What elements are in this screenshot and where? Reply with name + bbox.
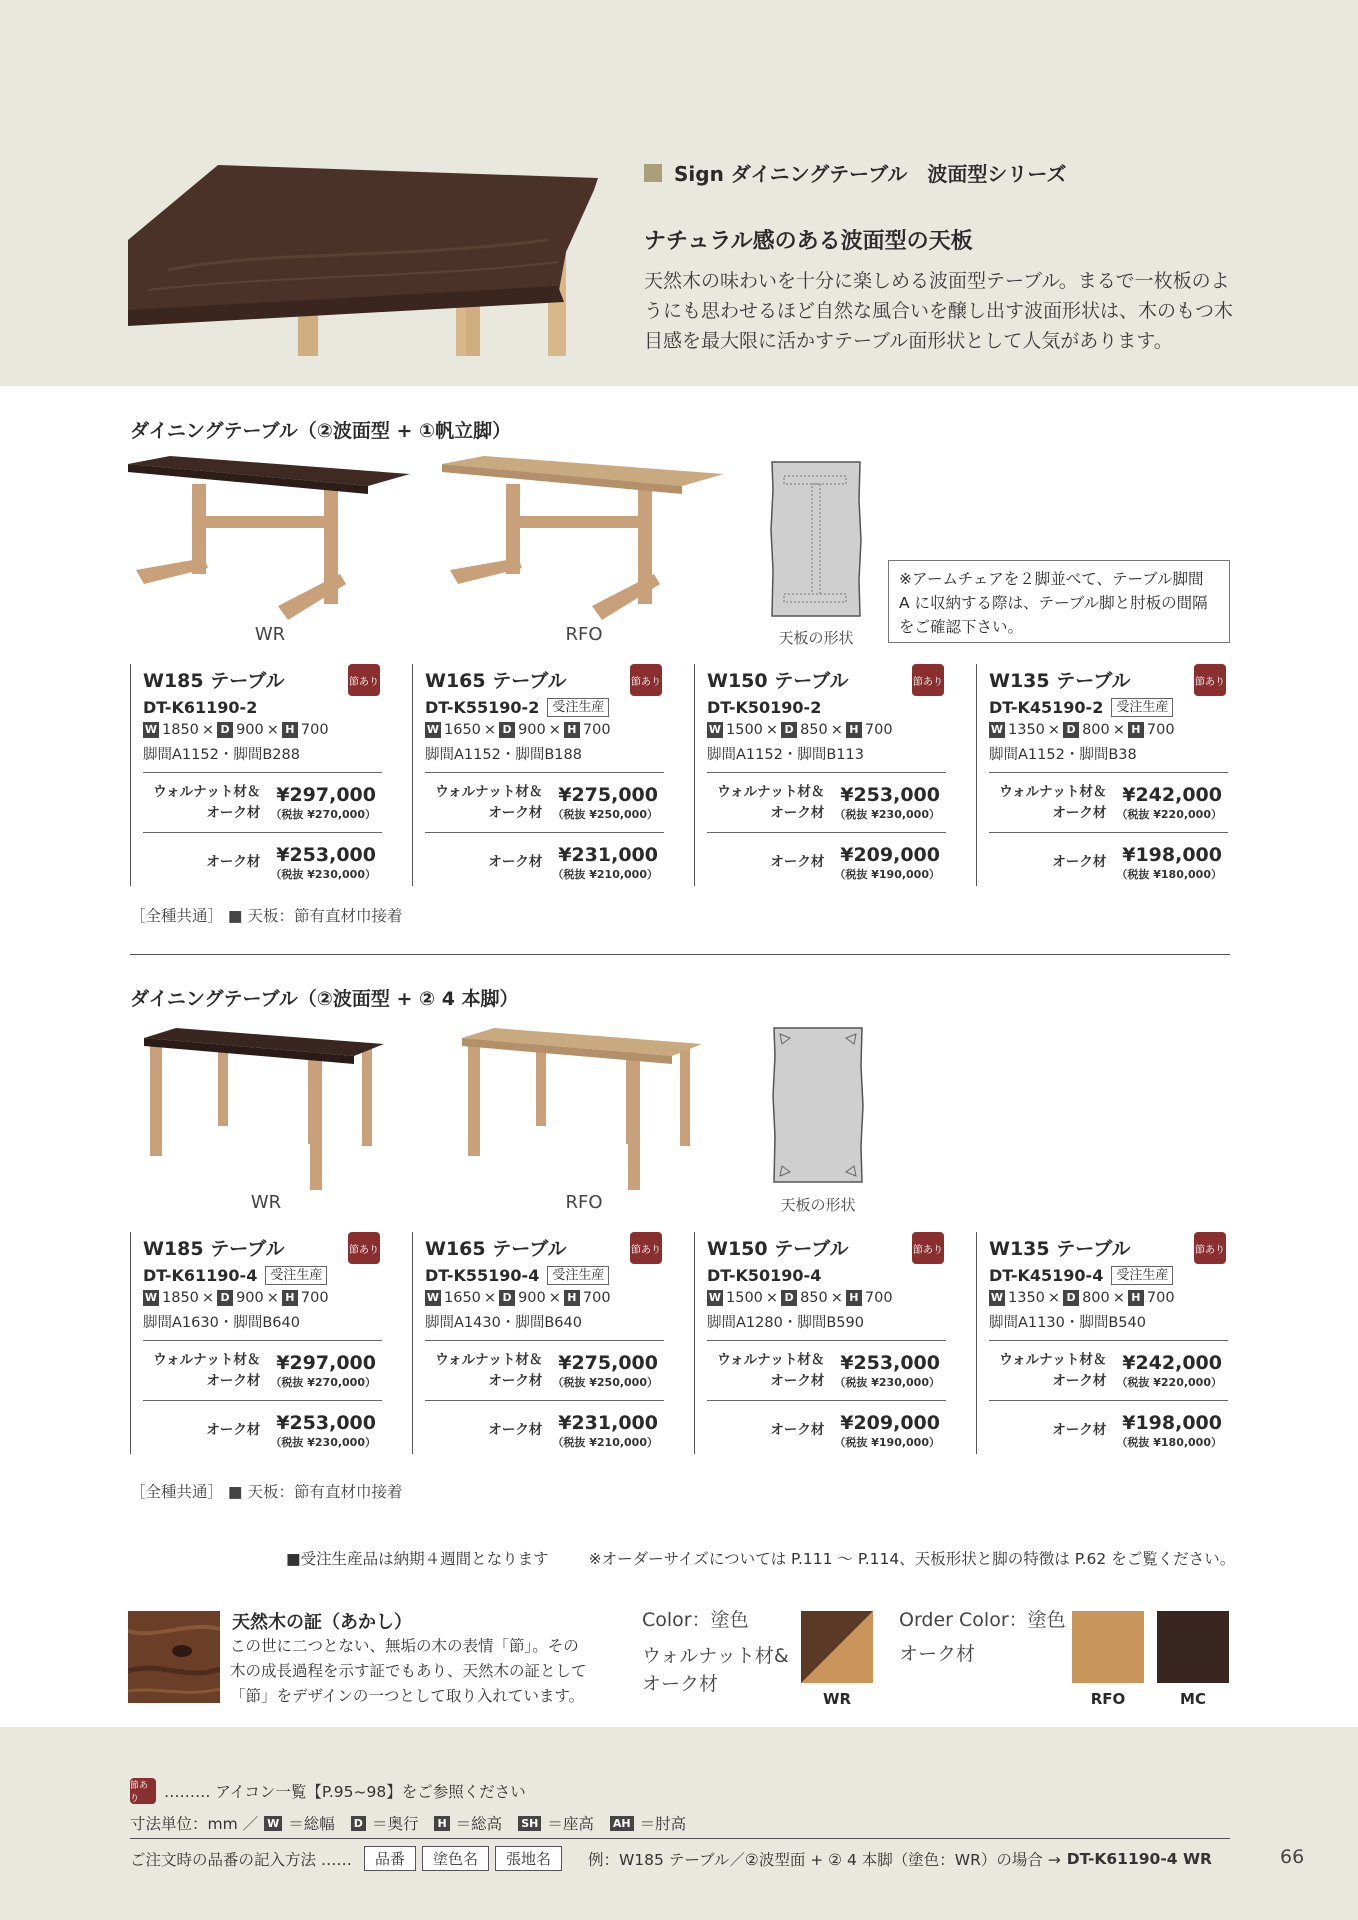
card-title: W150 テーブル [707, 670, 849, 692]
card-dims: W 1500 × D 850 × H 700 [708, 722, 893, 738]
icon-reference-line: 節あり ……… アイコン一覧【P.95~98】をご参照ください [130, 1778, 526, 1804]
card-title: W135 テーブル [989, 670, 1131, 692]
page-number: 66 [1280, 1846, 1305, 1868]
section-divider [130, 954, 1230, 955]
knot-badge-icon: 節あり [348, 664, 380, 696]
price-row-walnut: ウォルナット材＆ オーク材 ¥253,000 （税抜 ¥230,000） [707, 772, 946, 832]
color-label: Color：塗色 [642, 1609, 749, 1631]
card-title: W135 テーブル [989, 1238, 1131, 1260]
common-spec: ［全種共通］ ■ 天板：節有直材巾接着 [130, 1483, 403, 1501]
card-leg-spacing: 脚間A1152・脚間B38 [989, 747, 1137, 763]
card-code: DT-K50190-4 [707, 1266, 822, 1285]
knot-badge-icon: 節あり [912, 664, 944, 696]
knot-badge-icon: 節あり [1194, 1232, 1226, 1264]
armchair-note: ※アームチェアを２脚並べて、テーブル脚間 A に収納する際は、テーブル脚と肘板の間隔をご確認下さい。 [888, 560, 1230, 643]
card-dims: W 1650 × D 900 × H 700 [426, 1290, 611, 1306]
photo-label-rfo: RFO [565, 1192, 603, 1213]
card-dims: W 1850 × D 900 × H 700 [144, 722, 329, 738]
card-code: DT-K45190-4 受注生産 [989, 1266, 1228, 1285]
notice-row [286, 1547, 1235, 1569]
akashi-body: この世に二つとない、無垢の木の表情「節」。その木の成長過程を示す証でもあり、天然木の証として「節」をデザインの一つとして取り入れています。 [230, 1637, 587, 1705]
table-photo-wr-four-leg [140, 1026, 390, 1190]
price-row-oak: オーク材 ¥253,000 （税抜 ¥230,000） [143, 832, 382, 892]
tabletop-shape-diagram [770, 460, 862, 618]
swatch-rfo [1072, 1611, 1144, 1683]
shape-label: 天板の形状 [778, 629, 854, 647]
tabletop-shape-diagram [772, 1026, 864, 1184]
product-card [976, 1232, 1228, 1454]
swatch-rfo-label: RFO [1090, 1690, 1126, 1708]
hero-table-photo [128, 160, 608, 356]
card-title: W185 テーブル [143, 670, 285, 692]
product-card [976, 664, 1228, 886]
swatch-wr [801, 1611, 873, 1683]
price-row-walnut: ウォルナット材＆ オーク材 ¥297,000 （税抜 ¥270,000） [143, 772, 382, 832]
table-photo-rfo-panel-leg [442, 456, 724, 626]
price-row-oak: オーク材 ¥209,000 （税抜 ¥190,000） [707, 1400, 946, 1460]
price-row-walnut: ウォルナット材＆ オーク材 ¥253,000 （税抜 ¥230,000） [707, 1340, 946, 1400]
photo-label-rfo: RFO [565, 624, 603, 645]
product-card [694, 664, 946, 886]
made-to-order-tag: 受注生産 [1111, 1266, 1173, 1285]
knot-badge-icon: 節あり [1194, 664, 1226, 696]
wood-knot-photo [128, 1611, 220, 1703]
price-row-walnut: ウォルナット材＆ オーク材 ¥242,000 （税抜 ¥220,000） [989, 772, 1228, 832]
swatch-mc [1157, 1611, 1229, 1683]
series-square-icon [644, 164, 662, 182]
card-title: W150 テーブル [707, 1238, 849, 1260]
card-code: DT-K55190-4 受注生産 [425, 1266, 664, 1285]
swatch-wr-label: WR [822, 1690, 852, 1708]
knot-badge-icon: 節あり [630, 664, 662, 696]
order-box-fabric: 張地名 [495, 1846, 562, 1871]
card-leg-spacing: 脚間A1152・脚間B288 [143, 747, 300, 763]
common-spec: ［全種共通］ ■ 天板：節有直材巾接着 [130, 907, 403, 925]
card-dims: W 1650 × D 900 × H 700 [426, 722, 611, 738]
card-leg-spacing: 脚間A1130・脚間B540 [989, 1315, 1146, 1331]
card-code: DT-K61190-4 受注生産 [143, 1266, 382, 1285]
card-leg-spacing: 脚間A1152・脚間B113 [707, 747, 864, 763]
section2-title: ダイニングテーブル（②波面型 + ② 4 本脚） [130, 988, 519, 1010]
product-card [412, 1232, 664, 1454]
dimension-units-line: 寸法単位：mm ／ W ＝総幅 D ＝奥行 H ＝総高 SH ＝座高 AH ＝肘高 [130, 1815, 687, 1833]
order-method-line: ご注文時の品番の記入方法 …… 品番 塗色名 張地名 例：W185 テーブル／②波型面 + ② 4 本脚（塗色：WR）の場合 → DT-K61190-4 WR [130, 1846, 1212, 1871]
card-dims: W 1850 × D 900 × H 700 [144, 1290, 329, 1306]
hero-heading: ナチュラル感のある波面型の天板 [644, 229, 973, 254]
knot-badge-icon: 節あり [630, 1232, 662, 1264]
swatch-mc-label: MC [1180, 1690, 1206, 1708]
knot-badge-icon: 節あり [348, 1232, 380, 1264]
card-dims: W 1350 × D 800 × H 700 [990, 722, 1175, 738]
product-card [412, 664, 664, 886]
order-box-part-number: 品番 [364, 1846, 416, 1871]
color-desc: ウォルナット材&オーク材 [642, 1645, 789, 1695]
price-row-oak: オーク材 ¥198,000 （税抜 ¥180,000） [989, 1400, 1228, 1460]
made-to-order-tag: 受注生産 [547, 1266, 609, 1285]
card-leg-spacing: 脚間A1430・脚間B640 [425, 1315, 582, 1331]
order-color-desc: オーク材 [899, 1643, 976, 1665]
knot-badge-icon: 節あり [130, 1778, 156, 1804]
hero-body: 天然木の味わいを十分に楽しめる波面型テーブル。まるで一枚板のようにも思わせるほど自然な風合いを醸し出す波面形状は、木のもつ木目感を最大限に活かすテーブル面形状として人気があります。 [644, 270, 1234, 352]
price-row-oak: オーク材 ¥231,000 （税抜 ¥210,000） [425, 832, 664, 892]
card-leg-spacing: 脚間A1152・脚間B188 [425, 747, 582, 763]
section1-title: ダイニングテーブル（②波面型 + ①帆立脚） [130, 420, 512, 442]
lead-time-notice: ■受注生産品は納期４週間となります [286, 1550, 549, 1568]
card-leg-spacing: 脚間A1630・脚間B640 [143, 1315, 300, 1331]
price-row-walnut: ウォルナット材＆ オーク材 ¥275,000 （税抜 ¥250,000） [425, 1340, 664, 1400]
card-code: DT-K61190-2 [143, 698, 258, 717]
card-code: DT-K55190-2 受注生産 [425, 698, 664, 717]
shape-label: 天板の形状 [780, 1196, 856, 1214]
card-dims: W 1350 × D 800 × H 700 [990, 1290, 1175, 1306]
order-box-color: 塗色名 [422, 1846, 489, 1871]
price-row-oak: オーク材 ¥198,000 （税抜 ¥180,000） [989, 832, 1228, 892]
made-to-order-tag: 受注生産 [1111, 698, 1173, 717]
price-row-walnut: ウォルナット材＆ オーク材 ¥297,000 （税抜 ¥270,000） [143, 1340, 382, 1400]
price-row-oak: オーク材 ¥209,000 （税抜 ¥190,000） [707, 832, 946, 892]
table-photo-wr-panel-leg [128, 456, 410, 626]
card-code: DT-K45190-2 受注生産 [989, 698, 1228, 717]
card-title: W165 テーブル [425, 1238, 567, 1260]
photo-label-wr: WR [254, 624, 286, 645]
knot-badge-icon: 節あり [912, 1232, 944, 1264]
table-photo-rfo-four-leg [458, 1026, 708, 1190]
price-row-oak: オーク材 ¥231,000 （税抜 ¥210,000） [425, 1400, 664, 1460]
order-color-label: Order Color：塗色 [899, 1609, 1066, 1631]
footer-rule [130, 1838, 1230, 1839]
card-leg-spacing: 脚間A1280・脚間B590 [707, 1315, 864, 1331]
akashi-title: 天然木の証（あかし） [232, 1612, 412, 1633]
card-title: W165 テーブル [425, 670, 567, 692]
price-row-walnut: ウォルナット材＆ オーク材 ¥275,000 （税抜 ¥250,000） [425, 772, 664, 832]
card-code: DT-K50190-2 [707, 698, 822, 717]
price-row-walnut: ウォルナット材＆ オーク材 ¥242,000 （税抜 ¥220,000） [989, 1340, 1228, 1400]
product-card [694, 1232, 946, 1454]
photo-label-wr: WR [250, 1192, 282, 1213]
product-card [130, 664, 382, 886]
order-size-notice: ※オーダーサイズについては P.111 ～ P.114、天板形状と脚の特徴は P.62 をご覧ください。 [588, 1550, 1236, 1568]
card-dims: W 1500 × D 850 × H 700 [708, 1290, 893, 1306]
made-to-order-tag: 受注生産 [547, 698, 609, 717]
made-to-order-tag: 受注生産 [265, 1266, 327, 1285]
product-card [130, 1232, 382, 1454]
series-title: Sign ダイニングテーブル 波面型シリーズ [644, 158, 1066, 187]
price-row-oak: オーク材 ¥253,000 （税抜 ¥230,000） [143, 1400, 382, 1460]
card-title: W185 テーブル [143, 1238, 285, 1260]
